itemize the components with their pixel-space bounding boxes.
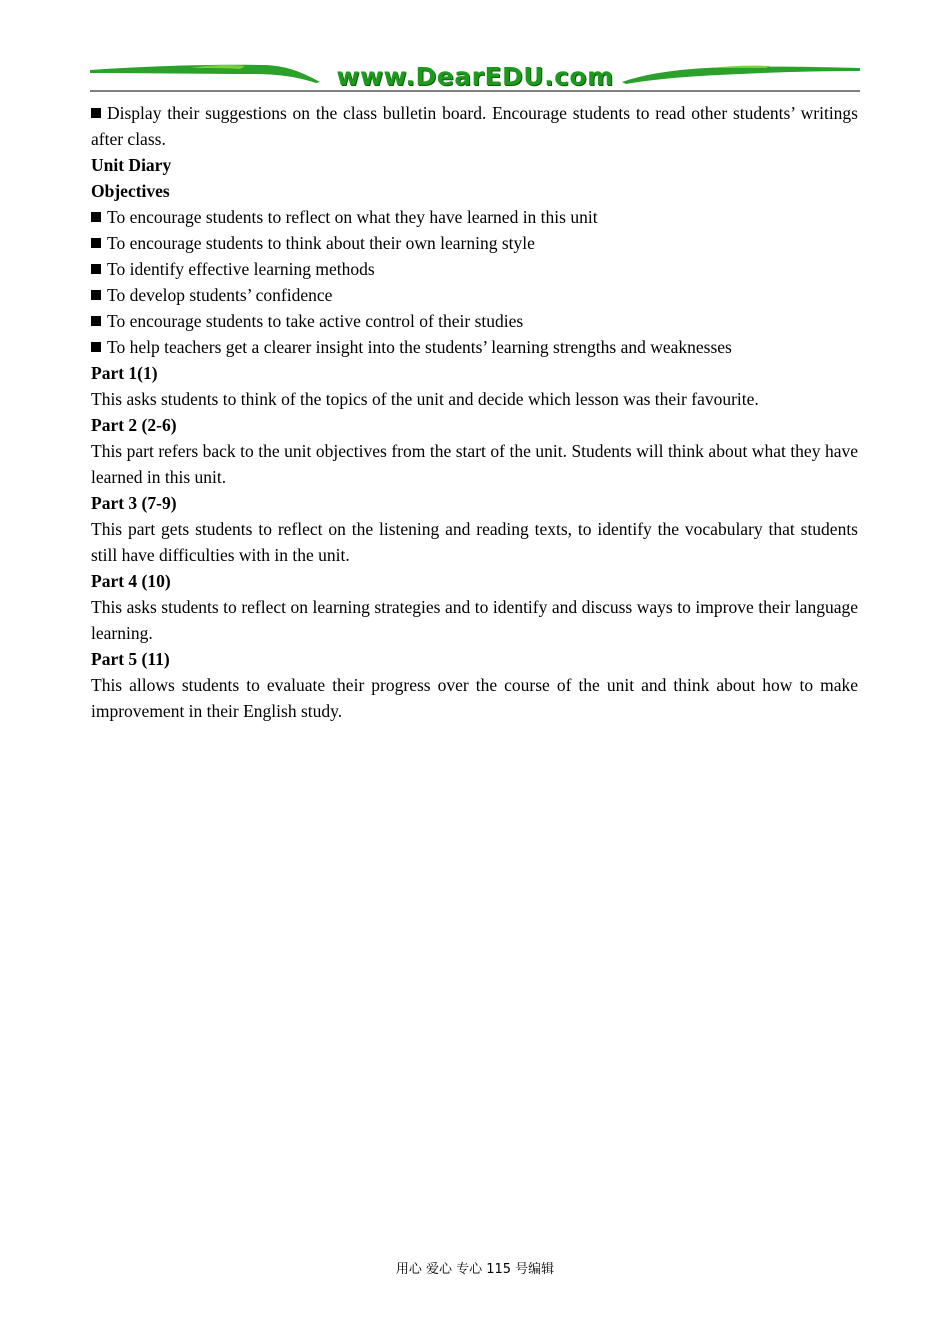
part-text: This asks students to reflect on learning strategies and to identify and discuss ways to improve their language learning. <box>91 597 858 643</box>
page-header <box>90 60 860 96</box>
objective-text: To help teachers get a clearer insight into the students’ learning strengths and weaknesses <box>107 337 732 357</box>
page-footer: 用心 爱心 专心 115 号编辑 <box>395 1262 555 1277</box>
intro-bullet-text: Display their suggestions on the class bulletin board. Encourage students to read other students’ writings after class. <box>91 103 858 149</box>
part-text: This allows students to evaluate their progress over the course of the unit and think about how to make improvement in their English study. <box>91 675 858 721</box>
objective-item <box>91 256 858 282</box>
square-bullet-icon <box>91 264 101 274</box>
square-bullet-icon <box>91 290 101 300</box>
objective-text: To identify effective learning methods <box>107 259 375 279</box>
square-bullet-icon <box>91 212 101 222</box>
objective-text: To encourage students to think about their own learning style <box>107 233 535 253</box>
part-heading: Part 5 (11) <box>91 649 170 669</box>
part-heading: Part 4 (10) <box>91 571 171 591</box>
square-bullet-icon <box>91 108 101 118</box>
section-title: Unit Diary <box>91 155 172 175</box>
part-heading: Part 1(1) <box>91 363 158 383</box>
part-text: This part gets students to reflect on the listening and reading texts, to identify the vocabulary that students still have difficulties with in the unit. <box>91 519 858 565</box>
objectives-heading: Objectives <box>91 181 170 201</box>
square-bullet-icon <box>91 342 101 352</box>
objective-text: To encourage students to take active control of their studies <box>107 311 524 331</box>
objective-item <box>91 308 858 334</box>
document-body <box>91 100 858 724</box>
objective-text: To encourage students to reflect on what they have learned in this unit <box>107 207 598 227</box>
objective-item <box>91 282 858 308</box>
site-logo-text: www.DearEDU.com <box>336 62 614 91</box>
part-text: This asks students to think of the topics of the unit and decide which lesson was their favourite. <box>91 389 759 409</box>
square-bullet-icon <box>91 238 101 248</box>
part-text: This part refers back to the unit objectives from the start of the unit. Students will think about what they have learned in this unit. <box>91 441 858 487</box>
square-bullet-icon <box>91 316 101 326</box>
objective-item <box>91 230 858 256</box>
intro-bullet <box>91 100 858 152</box>
part-heading: Part 2 (2-6) <box>91 415 177 435</box>
part-heading: Part 3 (7-9) <box>91 493 177 513</box>
objective-item <box>91 204 858 230</box>
objective-item <box>91 334 858 360</box>
objective-text: To develop students’ confidence <box>107 285 333 305</box>
